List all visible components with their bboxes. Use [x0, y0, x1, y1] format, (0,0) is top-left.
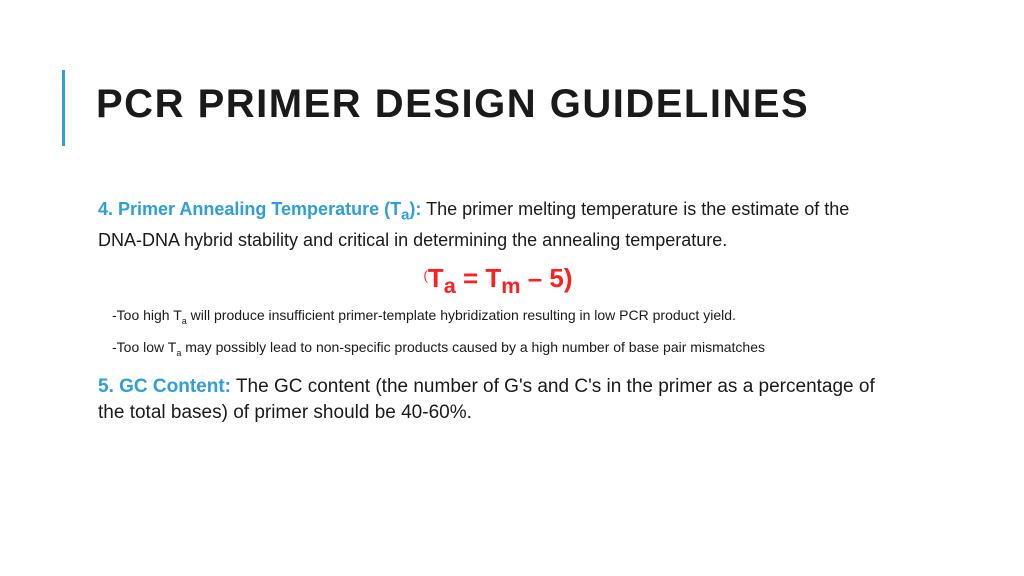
section-5-heading: 5. GC Content: — [98, 376, 231, 398]
section-5 — [98, 374, 898, 426]
section-4-paragraph — [98, 197, 898, 253]
page-title: PCR PRIMER DESIGN GUIDELINES — [96, 82, 810, 126]
section-5-paragraph — [98, 374, 898, 426]
annealing-formula: $^(T_a = T_m - 5$) — [423, 262, 573, 298]
section-4-body: The primer melting temperature is the estimate of the DNA-DNA hybrid stability and critical in determining the annealing temperature. — [98, 199, 850, 250]
section-5-body: The GC content (the number of G's and C's in the primer as a percentage of the total bases) of primer should be 40-60%. — [98, 376, 875, 424]
note-too-low: -Too low $T_a$ may possibly lead to non-specific products caused by a high number of base pair mismatches — [112, 338, 765, 358]
slide-content — [98, 197, 898, 426]
title-accent-bar — [62, 70, 65, 146]
section-4-heading: 4. Primer Annealing Temperature $(T_a)$: — [98, 199, 422, 224]
temperature-notes — [112, 305, 898, 363]
note-too-high: -Too high $T_a$ will produce insufficient primer-template hybridization resulting in low PCR product yield. — [112, 306, 736, 326]
